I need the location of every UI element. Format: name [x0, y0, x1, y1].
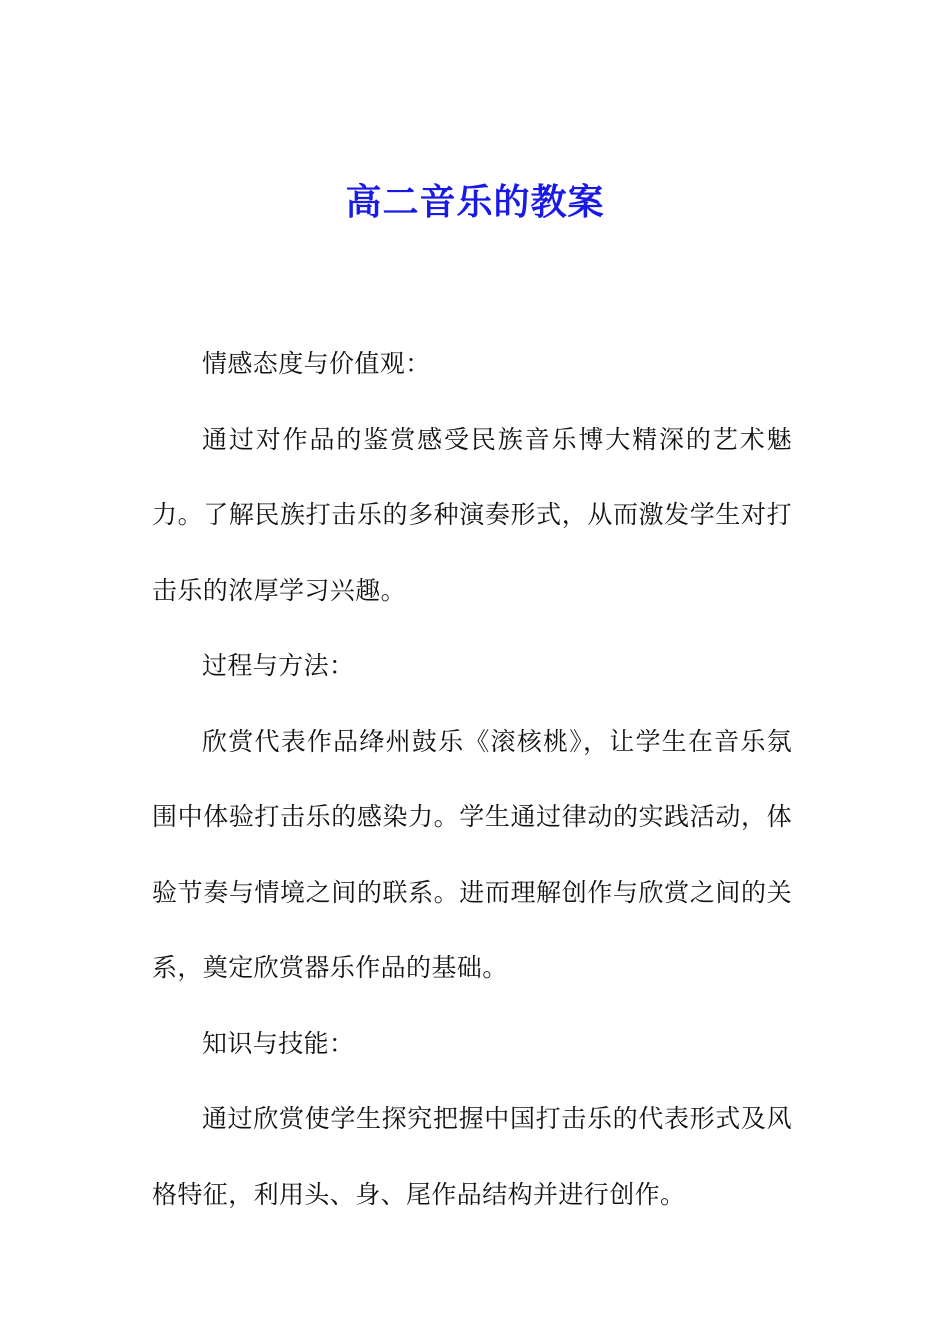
- paragraph-process: 欣赏代表作品绛州鼓乐《滚核桃》，让学生在音乐氛围中体验打击乐的感染力。学生通过律动的实践活动，体验节奏与情境之间的联系。进而理解创作与欣赏之间的关系，奠定欣赏器乐作品的基础。: [152, 726, 792, 982]
- paragraph-knowledge: 通过欣赏使学生探究把握中国打击乐的代表形式及风格特征，利用头、身、尾作品结构并进行创作。: [152, 1104, 792, 1209]
- document-body: [152, 326, 792, 1232]
- section-heading-attitude: 情感态度与价值观：: [202, 349, 431, 378]
- page-title: 高二音乐的教案: [345, 181, 605, 223]
- paragraph-attitude: 通过对作品的鉴赏感受民族音乐博大精深的艺术魅力。了解民族打击乐的多种演奏形式，从而激发学生对打击乐的浓厚学习兴趣。: [152, 424, 792, 605]
- section-heading-knowledge: 知识与技能：: [202, 1028, 355, 1058]
- section-heading-process: 过程与方法：: [202, 651, 355, 680]
